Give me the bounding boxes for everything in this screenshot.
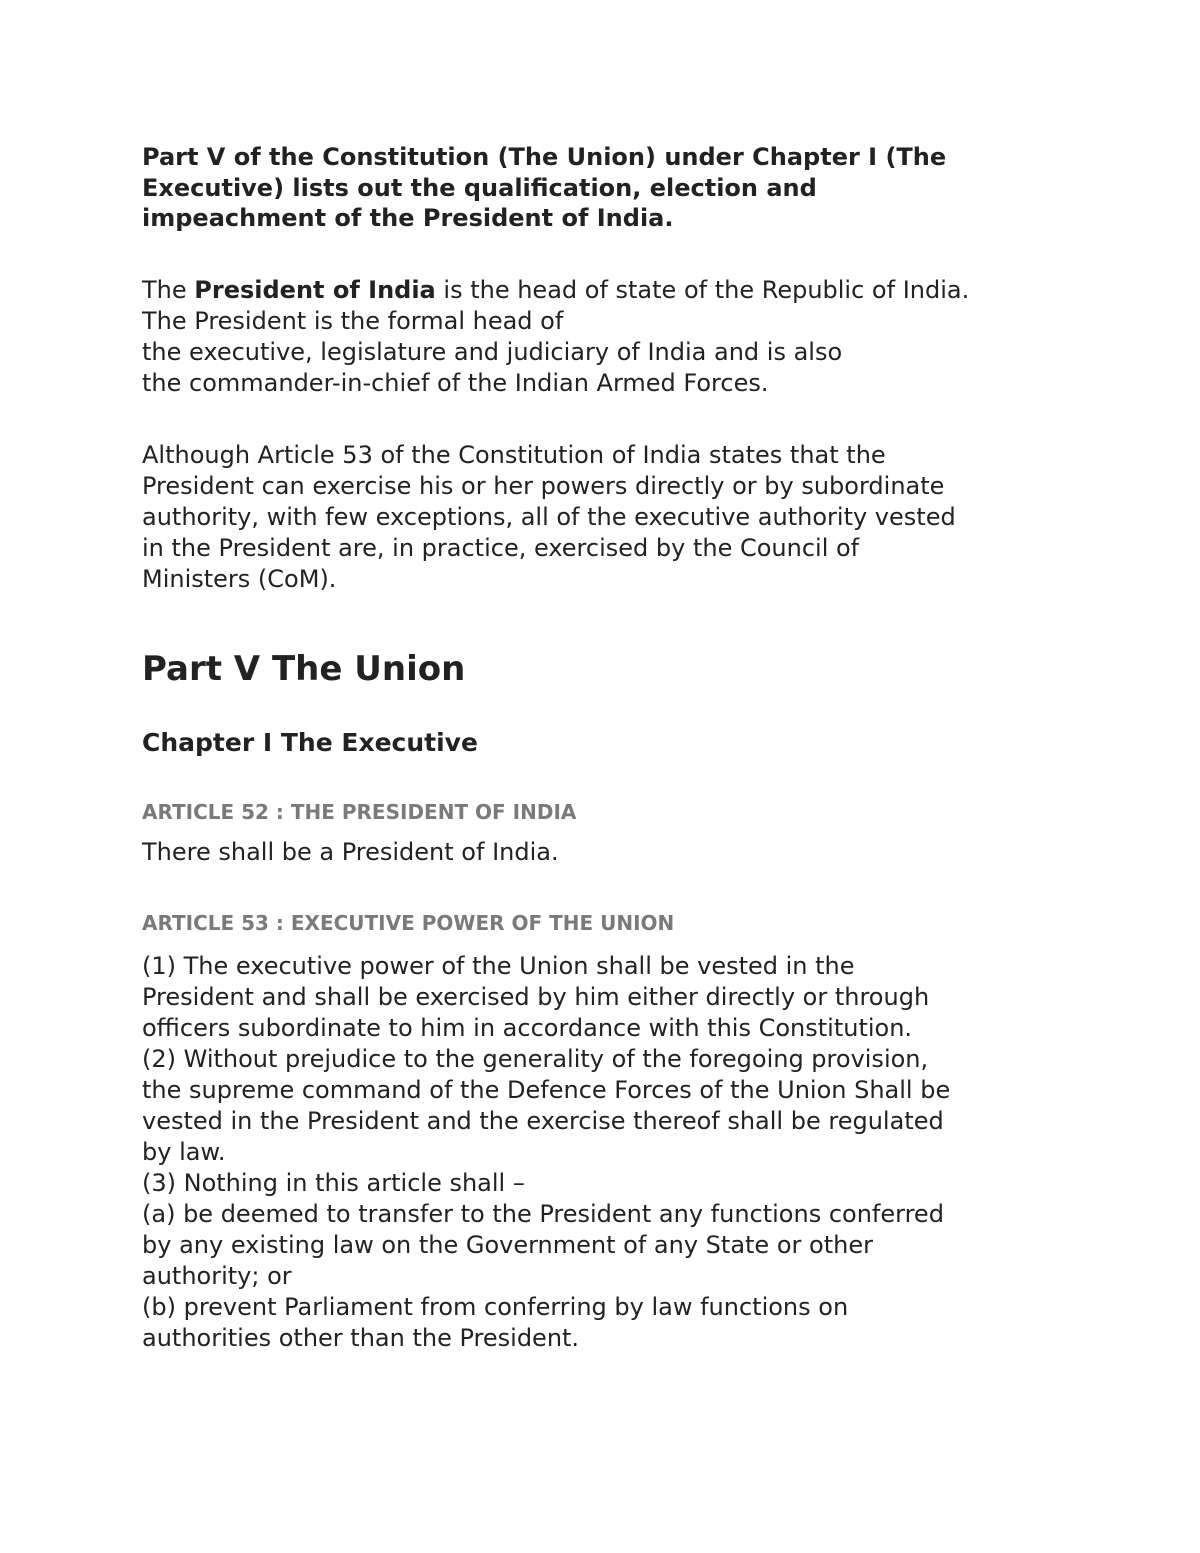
note-line: in the President are, in practice, exercised by the Council of — [142, 533, 860, 562]
part-heading: Part V The Union — [142, 648, 466, 689]
article53-line: the supreme command of the Defence Forces of the Union Shall be — [142, 1075, 951, 1104]
note-line: President can exercise his or her powers directly or by subordinate — [142, 471, 945, 500]
president-line: the executive, legislature and judiciary of India and is also — [142, 337, 843, 366]
article53-line: authorities other than the President. — [142, 1323, 580, 1352]
article53-line: (b) prevent Parliament from conferring by law functions on — [142, 1292, 849, 1321]
article53-text — [142, 951, 1062, 1354]
article53-line: authority; or — [142, 1261, 292, 1290]
president-prefix: The — [142, 275, 195, 304]
note-line: Ministers (CoM). — [142, 564, 337, 593]
article53-line: (a) be deemed to transfer to the President any functions conferred — [142, 1199, 944, 1228]
president-suffix: is the head of state of the Republic of India. — [435, 275, 970, 304]
article53-line: (1) The executive power of the Union shall be vested in the — [142, 951, 855, 980]
article53-line: vested in the President and the exercise thereof shall be regulated — [142, 1106, 944, 1135]
article52-text: There shall be a President of India. — [142, 837, 559, 866]
president-of-india-bold: President of India — [194, 275, 436, 304]
president-line: the commander-in-chief of the Indian Armed Forces. — [142, 368, 769, 397]
article53-line: (3) Nothing in this article shall – — [142, 1168, 525, 1197]
intro-line: Executive) lists out the qualification, election and — [142, 173, 817, 202]
chapter-heading: Chapter I The Executive — [142, 727, 478, 757]
article53-line: President and shall be exercised by him either directly or through — [142, 982, 930, 1011]
article53-line: by law. — [142, 1137, 226, 1166]
intro-paragraph — [142, 142, 1062, 234]
note-line: Although Article 53 of the Constitution of India states that the — [142, 440, 886, 469]
intro-line: Part V of the Constitution (The Union) under Chapter I (The — [142, 143, 947, 171]
note-line: authority, with few exceptions, all of the executive authority vested — [142, 502, 956, 531]
intro-line: impeachment of the President of India. — [142, 204, 674, 232]
article53-heading: ARTICLE 53 : EXECUTIVE POWER OF THE UNION — [142, 910, 675, 935]
article53-line: by any existing law on the Government of any State or other — [142, 1230, 873, 1259]
president-first-line — [142, 275, 1062, 306]
article53-line: officers subordinate to him in accordance with this Constitution. — [142, 1013, 913, 1042]
president-line: The President is the formal head of — [142, 306, 564, 335]
president-paragraph — [142, 275, 1062, 399]
article53-note-paragraph — [142, 440, 1062, 595]
article53-line: (2) Without prejudice to the generality of the foregoing provision, — [142, 1044, 929, 1073]
document-page — [142, 142, 1062, 1354]
article52-heading: ARTICLE 52 : THE PRESIDENT OF INDIA — [142, 799, 577, 824]
